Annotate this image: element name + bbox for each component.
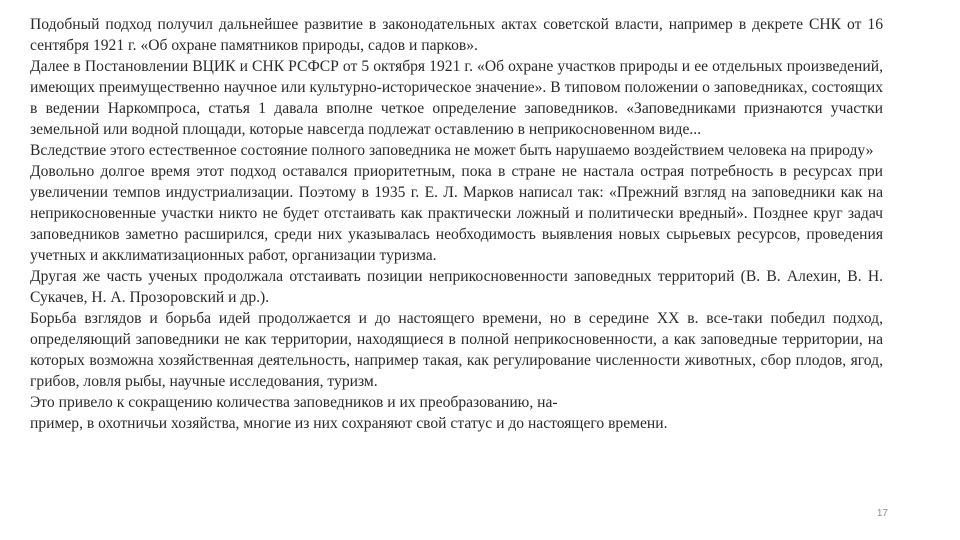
paragraph-8: пример, в охотничьи хозяйства, многие из них сохраняют свой статус и до настоящего времени. xyxy=(30,415,668,432)
paragraph-2: Далее в Постановлении ВЦИК и СНК РСФСР от 5 октября 1921 г. «Об охране участков природы и ее отдельных произведений, имеющих преимущественно научное или культурно-историческое значение». В типовом положении о заповедниках, состоящих в ведении Наркомпроса, статья 1 давала вполне четкое определение заповедников. «Заповедниками признаются участки земельной или водной площади, которые навсегда подлежат оставлению в неприкосновенном виде... xyxy=(30,58,883,138)
paragraph-3: Вследствие этого естественное состояние полного заповедника не может быть нарушаемо воздействием человека на природу» xyxy=(30,142,874,159)
paragraph-6: Борьба взглядов и борьба идей продолжается и до настоящего времени, но в середине XX в. все-таки победил подход, определяющий заповедники не как территории, находящиеся в полной неприкосновенности, а как заповедные территории, на которых возможна хозяйственная деятельность, например такая, как регулирование численности животных, сбор плодов, ягод, грибов, ловля рыбы, научные исследования, туризм. xyxy=(30,310,883,390)
paragraph-5: Другая же часть ученых продолжала отстаивать позиции неприкосновенности заповедных территорий (В. В. Алехин, В. Н. Сукачев, Н. А. Прозоровский и др.). xyxy=(30,268,883,306)
body-text xyxy=(30,14,883,434)
paragraph-7: Это привело к сокращению количества заповедников и их преобразованию, на- xyxy=(30,394,558,411)
paragraph-1: Подобный подход получил дальнейшее развитие в законодательных актах советской власти, например в декрете СНК от 16 сентября 1921 г. «Об охране памятников природы, садов и парков». xyxy=(30,16,883,54)
page-number: 17 xyxy=(876,508,888,519)
paragraph-4: Довольно долгое время этот подход оставался приоритетным, пока в стране не настала острая потребность в ресурсах при увеличении темпов индустриализации. Поэтому в 1935 г. Е. Л. Марков написал так: «Прежний взгляд на заповедники как на неприкосновенные участки никто не будет отстаивать как практически ложный и политически вредный». Позднее круг задач заповедников заметно расширился, среди них указывалась необходимость выявления новых сырьевых ресурсов, проведения учетных и акклиматизационных работ, организации туризма. xyxy=(30,163,883,264)
